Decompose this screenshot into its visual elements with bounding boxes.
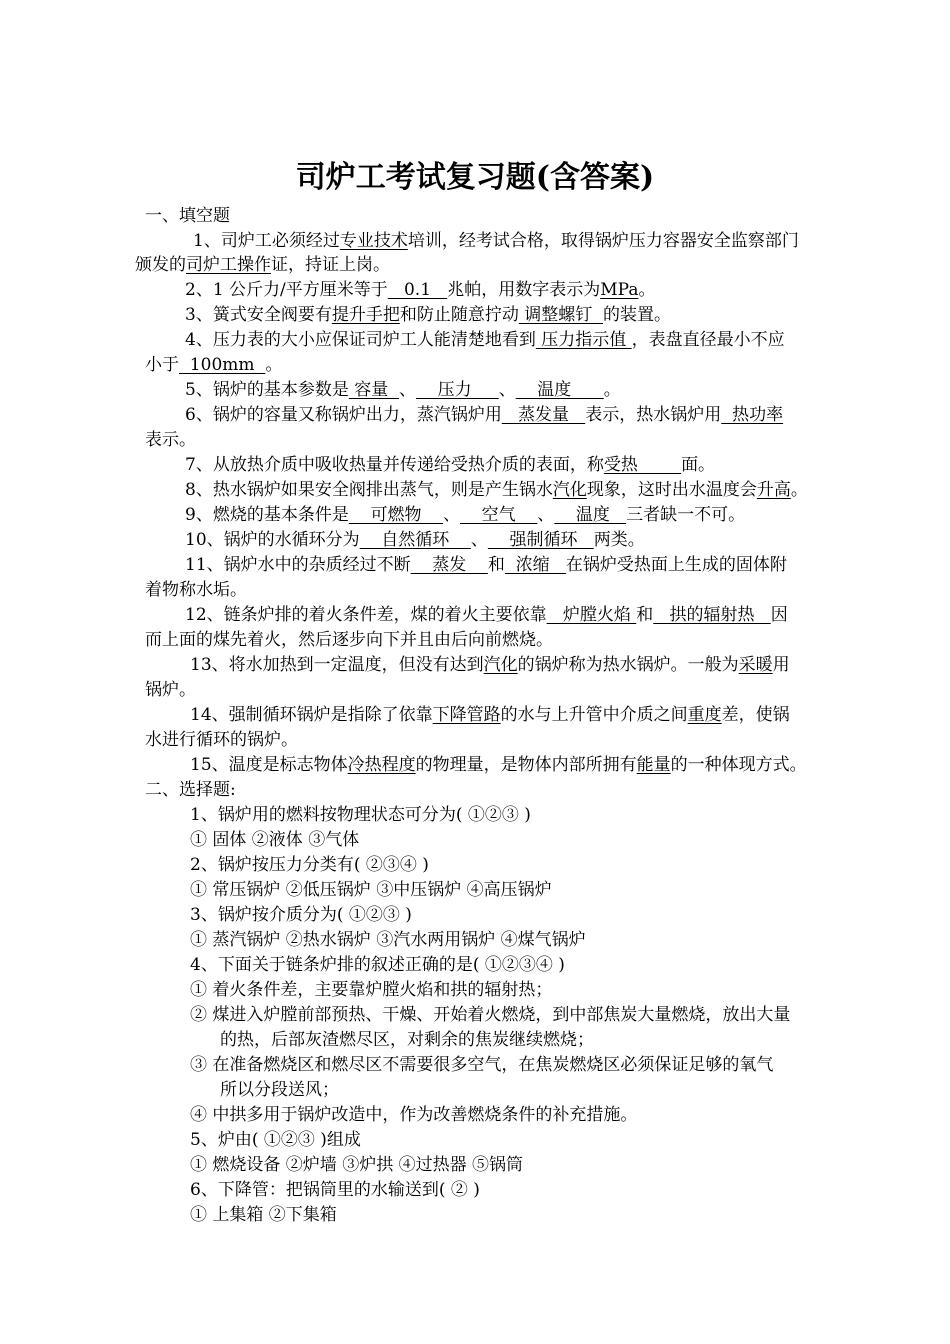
answer-blank: 100mm — [179, 355, 266, 375]
answer-blank: 调整螺钉 — [518, 305, 604, 325]
question-11-line-1: 11、锅炉水中的杂质经过不断 蒸发 和 浓缩 在锅炉受热面上生成的固体附 — [185, 555, 787, 575]
section-heading-choice: 二、选择题: — [145, 780, 236, 800]
choice-option-4-4: ④ 中拱多用于锅炉改造中，作为改善燃烧条件的补充措施。 — [190, 1105, 638, 1125]
answer-blank: 温度 — [554, 505, 627, 525]
answer-blank: 蒸发 — [410, 555, 488, 575]
answer-blank: 升高 — [756, 480, 791, 500]
answer-blank: 压力指示值 — [535, 330, 632, 350]
choice-question-2: 2、锅炉按压力分类有( ②③④ ) — [190, 855, 429, 875]
choice-option-4-2-cont: 的热，后部灰渣燃尽区，对剩余的焦炭继续燃烧； — [220, 1030, 594, 1050]
question-15: 15、温度是标志物体冷热程度的物理量，是物体内部所拥有能量的一种体现方式。 — [190, 755, 807, 775]
question-1-line-2: 颁发的司炉工操作证，持证上岗。 — [135, 255, 390, 275]
answer-blank: 浓缩 — [504, 555, 566, 575]
answer-blank: 蒸发量 — [501, 405, 586, 425]
choice-option-4-1: ① 着火条件差，主要靠炉膛火焰和拱的辐射热； — [190, 980, 553, 1000]
answer-blank: 提升手把 — [331, 305, 400, 325]
question-1-line-1: 1、司炉工必须经过专业技术培训，经考试合格，取得锅炉压力容器安全监察部门 — [193, 231, 799, 251]
answer-blank: 能量 — [636, 755, 671, 775]
choice-question-6: 6、下降管：把锅筒里的水输送到( ② ) — [190, 1180, 480, 1200]
choice-options-2: ① 常压锅炉 ②低压锅炉 ③中压锅炉 ④高压锅炉 — [190, 880, 552, 900]
question-13-line-1: 13、将水加热到一定温度，但没有达到汽化的锅炉称为热水锅炉。一般为采暖用 — [190, 655, 790, 675]
choice-option-4-2: ② 煤进入炉膛前部预热、干燥、开始着火燃烧，到中部焦炭大量燃烧，放出大量 — [190, 1005, 791, 1025]
question-3: 3、簧式安全阀要有提升手把和防止随意拧动 调整螺钉 的装置。 — [185, 305, 672, 325]
answer-blank: 温度 — [515, 380, 604, 400]
answer-blank: 专业技术 — [339, 231, 408, 251]
question-5: 5、锅炉的基本参数是 容量 、 压力 、 温度 。 — [185, 380, 621, 400]
answer-blank: 空气 — [460, 505, 538, 525]
answer-blank: 0.1 — [387, 280, 448, 300]
answer-blank: 可燃物 — [348, 505, 444, 525]
choice-question-4: 4、下面关于链条炉排的叙述正确的是( ①②③④ ) — [190, 955, 565, 975]
choice-options-1: ① 固体 ②液体 ③气体 — [190, 830, 360, 850]
answer-blank: 炉膛火焰 — [546, 605, 637, 625]
answer-blank: 汽化 — [552, 480, 587, 500]
answer-blank: MPa — [600, 280, 639, 300]
section-heading-fill-in: 一、填空题 — [145, 206, 230, 226]
choice-option-4-3-cont: 所以分段送风； — [220, 1080, 339, 1100]
choice-question-5: 5、炉由( ①②③ )组成 — [190, 1130, 361, 1150]
choice-question-1: 1、锅炉用的燃料按物理状态可分为( ①②③ ) — [190, 805, 531, 825]
answer-blank: 下降管路 — [432, 705, 501, 725]
question-14-line-2: 水进行循环的锅炉。 — [145, 730, 298, 750]
question-6-line-2: 表示。 — [145, 430, 196, 450]
answer-blank: 热功率 — [721, 405, 784, 425]
question-13-line-2: 锅炉。 — [145, 680, 196, 700]
answer-blank: 重度 — [687, 705, 722, 725]
question-6-line-1: 6、锅炉的容量又称锅炉出力，蒸汽锅炉用 蒸发量 表示，热水锅炉用 热功率 — [185, 405, 784, 425]
answer-blank: 自然循环 — [359, 530, 471, 550]
question-10: 10、锅炉的水循环分为 自然循环 、 强制循环 两类。 — [185, 530, 645, 550]
choice-options-6: ① 上集箱 ②下集箱 — [190, 1205, 337, 1225]
choice-question-3: 3、锅炉按介质分为( ①②③ ) — [190, 905, 412, 925]
question-9: 9、燃烧的基本条件是 可燃物 、 空气 、 温度 三者缺一不可。 — [185, 505, 746, 525]
answer-blank: 容量 — [348, 380, 400, 400]
question-7: 7、从放热介质中吸收热量并传递给受热介质的表面，称受热 面。 — [185, 455, 716, 475]
answer-blank: 拱的辐射热 — [653, 605, 771, 625]
answer-blank: 司炉工操作 — [186, 255, 271, 275]
answer-blank: 受热 — [603, 455, 682, 475]
answer-blank: 强制循环 — [487, 530, 594, 550]
answer-blank: 压力 — [416, 380, 499, 400]
choice-option-4-3: ③ 在准备燃烧区和燃尽区不需要很多空气，在焦炭燃烧区必须保证足够的氧气 — [190, 1055, 774, 1075]
question-2: 2、1 公斤力/平方厘米等于 0.1 兆帕，用数字表示为MPa。 — [185, 280, 656, 300]
question-11-line-2: 着物称水垢。 — [145, 580, 247, 600]
question-14-line-1: 14、强制循环锅炉是指除了依靠下降管路的水与上升管中介质之间重度差，使锅 — [190, 705, 790, 725]
choice-options-5: ① 燃烧设备 ②炉墙 ③炉拱 ④过热器 ⑤锅筒 — [190, 1155, 524, 1175]
document-title: 司炉工考试复习题(含答案) — [295, 160, 655, 195]
question-12-line-1: 12、链条炉排的着火条件差，煤的着火主要依靠 炉膛火焰 和 拱的辐射热 因 — [185, 605, 788, 625]
question-4-line-2: 小于 100mm 。 — [145, 355, 283, 375]
choice-options-3: ① 蒸汽锅炉 ②热水锅炉 ③汽水两用锅炉 ④煤气锅炉 — [190, 930, 586, 950]
question-4-line-1: 4、压力表的大小应保证司炉工人能清楚地看到 压力指示值 ，表盘直径最小不应 — [185, 330, 785, 350]
answer-blank: 冷热程度 — [347, 755, 416, 775]
answer-blank: 汽化 — [483, 655, 518, 675]
question-8: 8、热水锅炉如果安全阀排出蒸气，则是产生锅水汽化现象，这时出水温度会升高。 — [185, 480, 808, 500]
answer-blank: 采暖 — [738, 655, 773, 675]
question-12-line-2: 而上面的煤先着火，然后逐步向下并且由后向前燃烧。 — [145, 630, 553, 650]
